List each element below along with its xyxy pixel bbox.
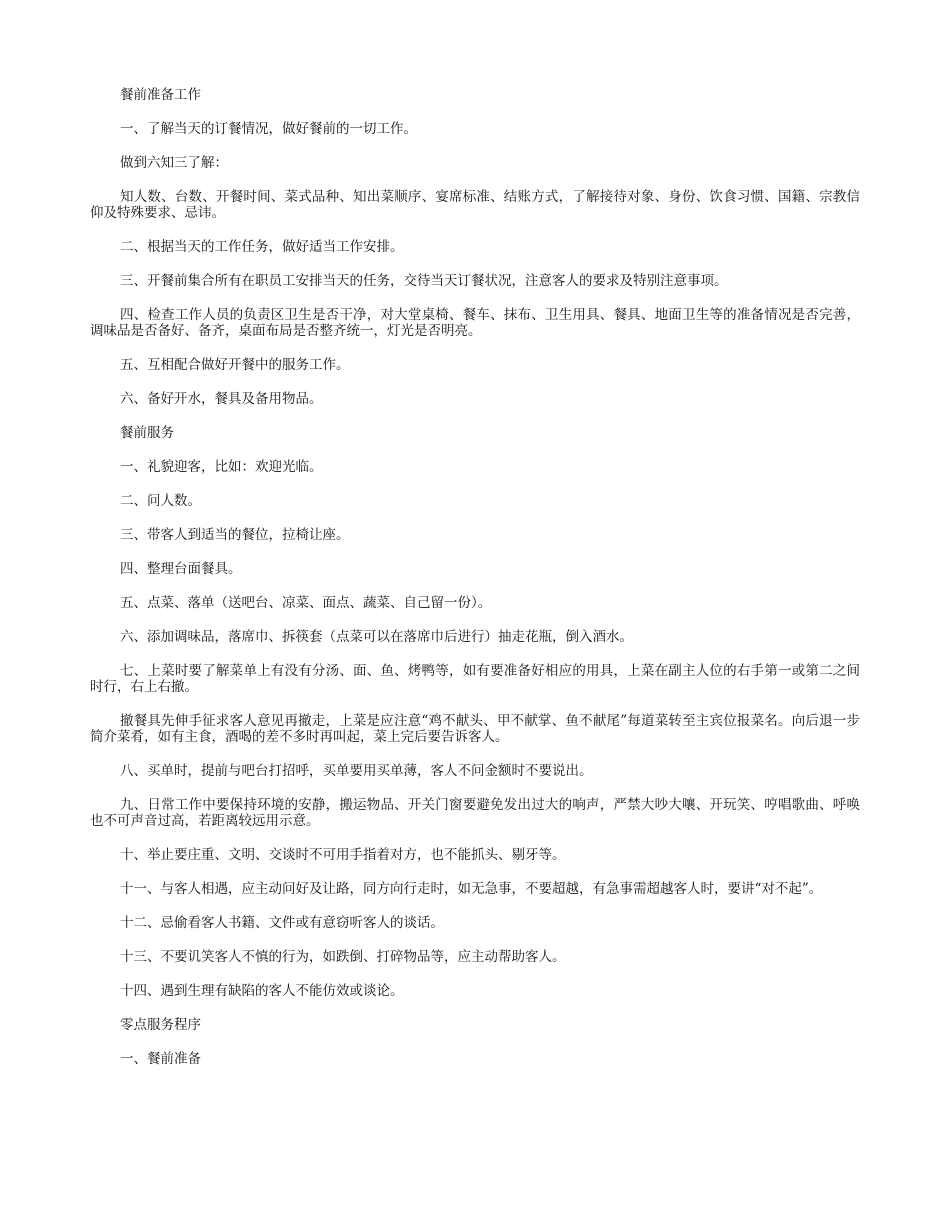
paragraph: 撤餐具先伸手征求客人意见再撤走，上菜是应注意“鸡不献头、甲不献掌、鱼不献尾”每道菜转至主宾位报菜名。向后退一步简介菜肴，如有主食，酒喝的差不多时再叫起，菜上完后要告诉客人。 [90,713,860,745]
paragraph: 三、带客人到适当的餐位，拉椅让座。 [120,527,350,543]
paragraph: 做到六知三了解： [120,155,228,171]
paragraph: 五、点菜、落单（送吧台、凉菜、面点、蔬菜、自己留一份）。 [120,595,492,611]
paragraph: 六、备好开水，餐具及备用物品。 [120,391,323,407]
paragraph: 二、根据当天的工作任务，做好适当工作安排。 [120,239,404,255]
paragraph: 八、买单时，提前与吧台打招呼，买单要用买单薄，客人不问金额时不要说出。 [120,763,593,779]
paragraph: 五、互相配合做好开餐中的服务工作。 [120,357,350,373]
paragraph: 九、日常工作中要保持环境的安静，搬运物品、开关门窗要避免发出过大的响声，严禁大吵大嚷、开玩笑、哼唱歌曲、呼唤也不可声音过高，若距离较远用示意。 [90,797,860,829]
paragraph: 六、添加调味品，落席巾、拆筷套（点菜可以在落席巾后进行）抽走花瓶，倒入酒水。 [120,629,633,645]
paragraph: 三、开餐前集合所有在职员工安排当天的任务，交待当天订餐状况，注意客人的要求及特别注意事项。 [120,273,728,289]
paragraph: 一、了解当天的订餐情况，做好餐前的一切工作。 [120,121,417,137]
paragraph: 二、问人数。 [120,493,201,509]
paragraph: 十四、遇到生理有缺陷的客人不能仿效或谈论。 [120,983,404,999]
section-heading: 餐前服务 [120,425,174,441]
section-heading: 零点服务程序 [120,1017,201,1033]
section-heading: 餐前准备工作 [120,87,201,103]
paragraph: 知人数、台数、开餐时间、菜式品种、知出菜顺序、宴席标准、结账方式，了解接待对象、身份、饮食习惯、国籍、宗教信仰及特殊要求、忌讳。 [90,189,860,221]
paragraph: 十二、忌偷看客人书籍、文件或有意窃听客人的谈话。 [120,915,444,931]
paragraph: 十一、与客人相遇，应主动问好及让路，同方向行走时，如无急事，不要超越，有急事需超越客人时，要讲“对不起”。 [120,881,823,897]
paragraph: 一、礼貌迎客，比如：欢迎光临。 [120,459,323,475]
paragraph: 十、举止要庄重、文明、交谈时不可用手指着对方，也不能抓头、剔牙等。 [120,847,566,863]
paragraph: 四、整理台面餐具。 [120,561,242,577]
paragraph: 七、上菜时要了解菜单上有没有分汤、面、鱼、烤鸭等，如有要准备好相应的用具，上菜在副主人位的右手第一或第二之间时行，右上右撤。 [90,663,860,695]
paragraph: 十三、不要讥笑客人不慎的行为，如跌倒、打碎物品等，应主动帮助客人。 [120,949,566,965]
paragraph: 一、餐前准备 [120,1051,201,1067]
document-body [90,87,860,1085]
paragraph: 四、检查工作人员的负责区卫生是否干净，对大堂桌椅、餐车、抹布、卫生用具、餐具、地面卫生等的准备情况是否完善，调味品是否备好、备齐，桌面布局是否整齐统一，灯光是否明亮。 [90,307,860,339]
